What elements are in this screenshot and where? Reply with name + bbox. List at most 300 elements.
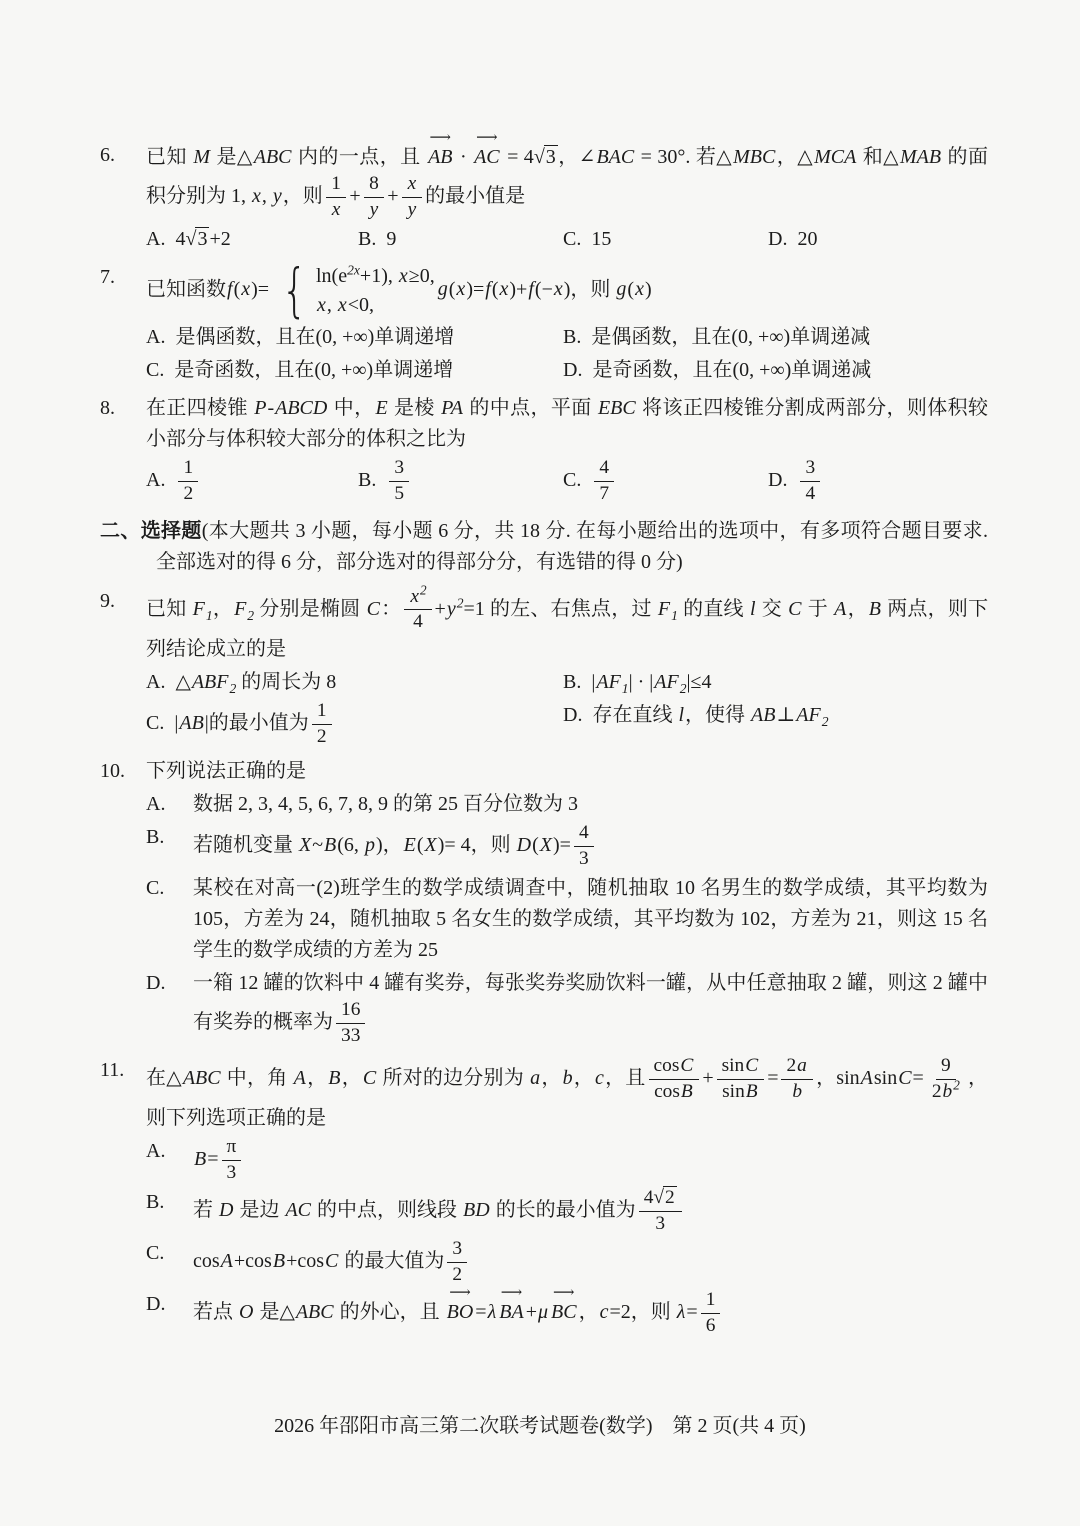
math-text: 两点，则下列结论成立的是 [146,597,989,661]
fraction-denominator [312,725,332,749]
math-text: 某校在对高一(2)班学生的数学成绩调查中，随机抽取 10 名男生的数学成绩，其平均数为 105，方差为 24，随机抽取 5 名女生的数学成绩，其平均数为 102，方差为 21，则这 15 名学生的数学成绩的方差为 25 [193,876,988,961]
math-text: 是奇函数，且在(0, +∞)单调递减 [592,358,872,381]
option-b-text [193,822,597,870]
question-10 [100,756,988,1048]
math-text: + [349,184,361,207]
question-6 [100,129,988,255]
option-b-label: B. [563,325,582,348]
option-a [146,789,988,820]
math-variable: c [595,1066,604,1089]
question-8-options [146,457,988,506]
math-text: +cos [233,1250,272,1273]
fraction [402,173,423,222]
fraction [404,582,431,635]
fraction [222,1136,242,1185]
math-variable: y [407,198,417,220]
math-text: = [475,1300,487,1323]
math-text: sin [721,1054,745,1076]
math-text: cos [654,1080,680,1102]
question-11 [100,1055,988,1338]
math-text: 已知 [146,146,193,168]
option-b [563,322,988,353]
math-variable: μ [537,1300,549,1323]
math-text: ( [448,278,456,301]
math-text: ， [847,597,868,620]
radicand: 3 [197,227,208,250]
fraction-denominator [222,1161,242,1185]
math-variable: O [239,1300,254,1323]
math-text: 将该正四棱锥分割成两部分，则体积较小部分与体积较大部分的体积之比为 [146,396,989,450]
fraction-numerator [781,1055,812,1080]
math-text: <0, [347,293,375,316]
math-variable: f [485,278,491,301]
option-a-text [193,793,578,815]
math-text: )， [375,834,403,857]
fraction [800,457,820,506]
math-variable: AB [751,704,776,727]
math-text: 下列说法正确的是 [146,760,306,783]
math-text: ， [212,597,234,620]
option-d [768,224,988,255]
math-text: ，∠ [557,146,596,168]
fraction [326,173,347,222]
math-text: 2 [316,726,327,748]
math-text: sin [722,1080,745,1102]
math-text: 是偶函数，且在(0, +∞)单调递增 [175,325,455,348]
fraction [781,1055,812,1104]
math-text: ： [380,597,402,620]
fraction [178,457,198,506]
fraction-denominator [927,1077,965,1104]
fraction-denominator [594,482,614,506]
math-text: + [387,184,399,207]
math-text: 一箱 12 罐的饮料中 4 罐有奖券，每张奖券奖励饮料一罐，从中任意抽取 2 罐，则这 2 罐中有奖券的概率为 [193,971,988,1033]
fraction-denominator [389,482,409,506]
fraction-numerator [574,822,594,847]
math-variable: A [834,597,847,620]
math-text: 4 [643,1187,654,1209]
math-variable: x [407,173,417,194]
math-text: 于 [802,597,834,620]
math-text: 的中点，平面 [464,396,597,419]
fraction-denominator [336,1024,365,1048]
math-text: π [226,1136,237,1158]
math-text: ，△ [776,146,814,168]
math-variable: F [192,597,205,620]
math-text: |≤4 [686,671,712,694]
math-variable: g [616,278,627,301]
math-variable: F [234,597,247,620]
math-variable: B [194,1148,207,1171]
option-d-text [592,359,871,381]
option-d [563,700,988,749]
option-b-label: B. [358,468,377,491]
math-variable: B [272,1250,286,1273]
math-text: ， [541,1066,562,1089]
math-text: 6 [705,1314,716,1336]
option-c-text [193,877,988,961]
vector [428,129,453,173]
math-text: 的面积分别为 1, [146,146,988,207]
option-b-label: B. [146,826,165,849]
question-7-number: 7. [100,265,115,288]
math-text: |的最小值为 [204,712,309,735]
fraction-numerator [447,1238,467,1263]
math-text: ，且 [604,1066,646,1089]
math-text: 9 [940,1054,951,1076]
fraction [389,457,409,506]
math-text: 8 [369,173,379,194]
fraction-denominator [717,1080,764,1104]
math-variable: E [403,834,416,857]
option-d [146,968,988,1048]
option-d-text [797,228,817,250]
math-text: ，sin [815,1066,860,1089]
math-text: + [702,1066,714,1089]
section-2-header [100,516,988,578]
superscript: 2 [456,594,464,610]
fraction [717,1055,765,1104]
option-b-label: B. [146,1191,165,1214]
page-footer: 2026 年邵阳市高三第二次联考试题卷(数学) 第 2 页(共 4 页) [274,1415,806,1437]
math-variable: BAC [596,146,635,168]
math-text: = [912,1066,924,1089]
fraction-numerator [639,1187,682,1212]
cases-row [316,291,435,320]
math-variable: B [745,1080,758,1102]
math-text: = [767,1066,779,1089]
option-a [146,224,358,255]
fraction [927,1055,965,1104]
fraction-denominator [786,1080,808,1104]
math-text: | [174,712,179,735]
option-b [146,1187,988,1236]
math-variable: y [272,184,282,207]
vector [499,1284,524,1328]
option-c [146,700,563,749]
math-variable: x [241,278,251,301]
fraction-numerator [800,457,820,482]
option-b [146,822,988,871]
option-a-label: A. [146,671,166,694]
fraction-numerator [594,457,614,482]
math-text: = 4 [501,146,534,168]
math-variable: a [530,1066,541,1089]
math-text: +1), [359,264,398,287]
option-d-text [592,704,829,730]
math-variable: l [749,597,756,620]
math-text: )，则 [563,278,616,301]
fraction-denominator [402,198,423,222]
sqrt-radical [185,227,209,250]
math-text: ⊥ [776,704,796,727]
math-variable: λ [487,1300,497,1323]
math-variable: b [562,1066,573,1089]
math-text: 的直线 [677,597,749,620]
math-text: 7 [599,482,610,504]
question-6-number: 6. [100,144,115,166]
math-text: 16 [341,998,361,1020]
math-text: - [267,396,275,419]
math-text: ≥0, [408,264,435,287]
math-text: 3 [655,1213,666,1235]
math-text: · [454,146,473,168]
math-variable: A [860,1066,873,1089]
math-text: 所对的边分别为 [377,1066,530,1089]
cases-row [316,262,435,291]
math-text: )= [553,834,571,857]
math-text: (6, [337,834,364,857]
math-text-bold: 二、选择题 [100,519,202,542]
option-c-text [174,700,334,748]
math-text: ( [491,278,499,301]
option-c [146,873,988,966]
math-variable: C [898,1066,912,1089]
math-variable: E [375,396,388,419]
math-text: 内的一点，且 [292,146,427,168]
math-variable: MAB [900,146,942,168]
question-10-stem [146,756,988,787]
question-10-number: 10. [100,760,125,783]
fraction [312,700,332,749]
math-text: 4 [599,456,610,478]
math-variable: p [364,834,375,857]
math-variable: ABC [295,1300,334,1323]
subscript: 2 [821,714,829,730]
radicand: 3 [545,146,556,168]
math-text: cos [653,1054,680,1076]
math-variable: x [316,293,326,316]
math-variable: x [331,198,341,220]
math-text: 3 [805,456,816,478]
math-text: 1 [183,456,194,478]
math-text: 交 [756,597,788,620]
vector-arrow-icon: ⟶ [553,1284,575,1301]
option-c [563,224,768,255]
fraction-numerator [336,999,365,1024]
option-a-text [175,227,230,250]
fraction-numerator [326,173,346,198]
option-a [146,1136,988,1185]
fraction-numerator [364,173,384,198]
superscript: 2 [953,1077,960,1093]
option-d-label: D. [563,358,583,381]
math-variable: λ [676,1300,686,1323]
question-8-number: 8. [100,396,115,419]
math-text: ) [644,278,652,301]
question-10-options [146,789,988,1048]
fraction-denominator [178,482,198,506]
math-text: 1 [705,1288,716,1310]
math-text: 15 [591,227,612,250]
math-variable: AF [796,704,821,727]
math-variable: a [797,1054,807,1076]
radicand: 2 [665,1187,675,1209]
math-text: ( [627,278,635,301]
math-text: △ [175,671,191,694]
question-11-stem [146,1055,988,1135]
math-variable: M [193,146,211,168]
vector [446,1284,474,1328]
math-text: 3 [452,1238,463,1260]
option-c [563,457,768,506]
option-b-label: B. [563,671,582,694]
math-text: 若点 [193,1300,238,1323]
math-text: 33 [341,1024,361,1046]
math-text: cos [193,1250,220,1273]
math-variable: F [657,597,671,620]
math-variable: C [680,1054,694,1076]
math-variable: A [220,1250,233,1273]
fraction-denominator [447,1263,467,1287]
math-text: 2 [183,482,194,504]
math-variable: B [324,834,337,857]
subscript: 1 [205,607,213,623]
question-6-stem [146,129,988,222]
math-variable: C [788,597,802,620]
option-c-label: C. [563,227,582,250]
math-text: 是棱 [388,396,441,419]
option-b-text [591,326,870,348]
option-c-label: C. [146,1242,165,1265]
math-text: 5 [394,482,405,504]
fraction-numerator [404,582,431,611]
fraction [364,173,385,222]
math-text: 是边 [234,1199,285,1222]
option-c-text [174,359,453,381]
option-a-label: A. [146,325,166,348]
math-text: 4 [578,822,589,844]
math-text: )+ [509,278,528,301]
math-text: ， [306,1066,328,1089]
math-text: = 30°. 若△ [635,146,733,168]
math-variable: x [252,184,261,207]
fraction [336,999,365,1048]
brace-icon: { [281,256,308,325]
fraction [447,1238,467,1287]
math-variable: x [337,293,347,316]
math-variable: AF [596,671,621,694]
option-c-label: C. [146,876,165,899]
option-d-label: D. [146,971,166,994]
fraction-denominator [701,1314,721,1338]
math-variable: ABC [253,146,292,168]
math-text: 2 [786,1054,797,1076]
option-a-text [193,1136,244,1184]
math-text: ， [578,1300,599,1323]
fraction-denominator [574,847,594,871]
fraction [701,1289,721,1338]
option-b-label: B. [358,227,377,250]
math-variable: B [328,1066,341,1089]
option-d [146,1284,988,1338]
math-variable: D [219,1199,234,1222]
math-variable: g [437,278,448,301]
fraction-numerator [312,700,332,725]
math-text: 的中点，则线段 [312,1199,463,1222]
option-c-text [591,456,617,504]
subscript: 2 [229,681,237,697]
math-text: 数据 2, 3, 4, 5, 6, 7, 8, 9 的第 25 百分位数为 3 [193,793,578,816]
math-text: 3 [578,848,589,870]
math-text: 是△ [254,1300,295,1323]
math-variable: AF [654,671,679,694]
math-text: 已知 [146,597,192,620]
math-text: 3 [394,456,405,478]
question-9-number: 9. [100,589,115,612]
math-text: 中， [328,396,375,419]
math-text: + [434,597,446,620]
math-text: )= 4，则 [437,834,516,857]
math-text: = [686,1300,698,1323]
fraction-numerator [717,1055,765,1080]
option-a [146,457,358,506]
math-variable: C [362,1066,377,1089]
math-variable: x [410,585,419,607]
question-11-number: 11. [100,1058,125,1081]
option-b-text [193,1187,685,1235]
math-variable: ABCD [275,396,328,419]
math-text: 是△ [211,146,253,168]
math-variable: C [325,1250,339,1273]
fraction-denominator [800,482,820,506]
vector-arrow-icon: ⟶ [449,1284,471,1301]
option-d-text [797,456,823,504]
math-text: =2，则 [609,1300,676,1323]
option-c-label: C. [146,712,165,735]
fraction [639,1187,682,1236]
math-variable: AC [285,1199,312,1222]
math-variable: y [369,198,379,220]
piecewise-cases [276,256,435,325]
sqrt-radical [534,145,558,168]
radical-sign-icon: √ [533,146,544,168]
option-d [768,457,988,506]
math-text: 4 [175,227,186,250]
option-a-label: A. [146,793,166,816]
fraction-numerator [178,457,198,482]
math-text: ( [416,834,424,857]
math-text: , [326,293,337,316]
math-variable: f [528,278,534,301]
math-text: 分别是椭圆 [254,597,366,620]
option-a [146,322,563,353]
math-text: 1 [331,173,341,194]
option-b-text [591,671,712,697]
question-7-stem [146,256,988,325]
option-d [563,355,988,386]
option-d-label: D. [768,227,788,250]
option-c-text [193,1238,470,1285]
question-6-options [146,224,988,255]
math-text: ( [532,834,539,857]
question-7 [100,256,988,386]
math-variable: C [366,597,380,620]
option-a-text [175,326,454,348]
math-text: ln(e [315,264,348,287]
math-variable: x [499,278,509,301]
radical-sign-icon: √ [185,227,196,250]
math-variable: X [299,834,312,857]
math-variable: b [792,1080,803,1102]
option-b [563,667,988,698]
math-text: 若 [193,1199,218,1222]
fraction-denominator [650,1212,670,1236]
math-variable: MBC [733,146,776,168]
question-7-options [146,322,988,386]
fraction-numerator [936,1055,956,1080]
vector [551,1284,577,1328]
